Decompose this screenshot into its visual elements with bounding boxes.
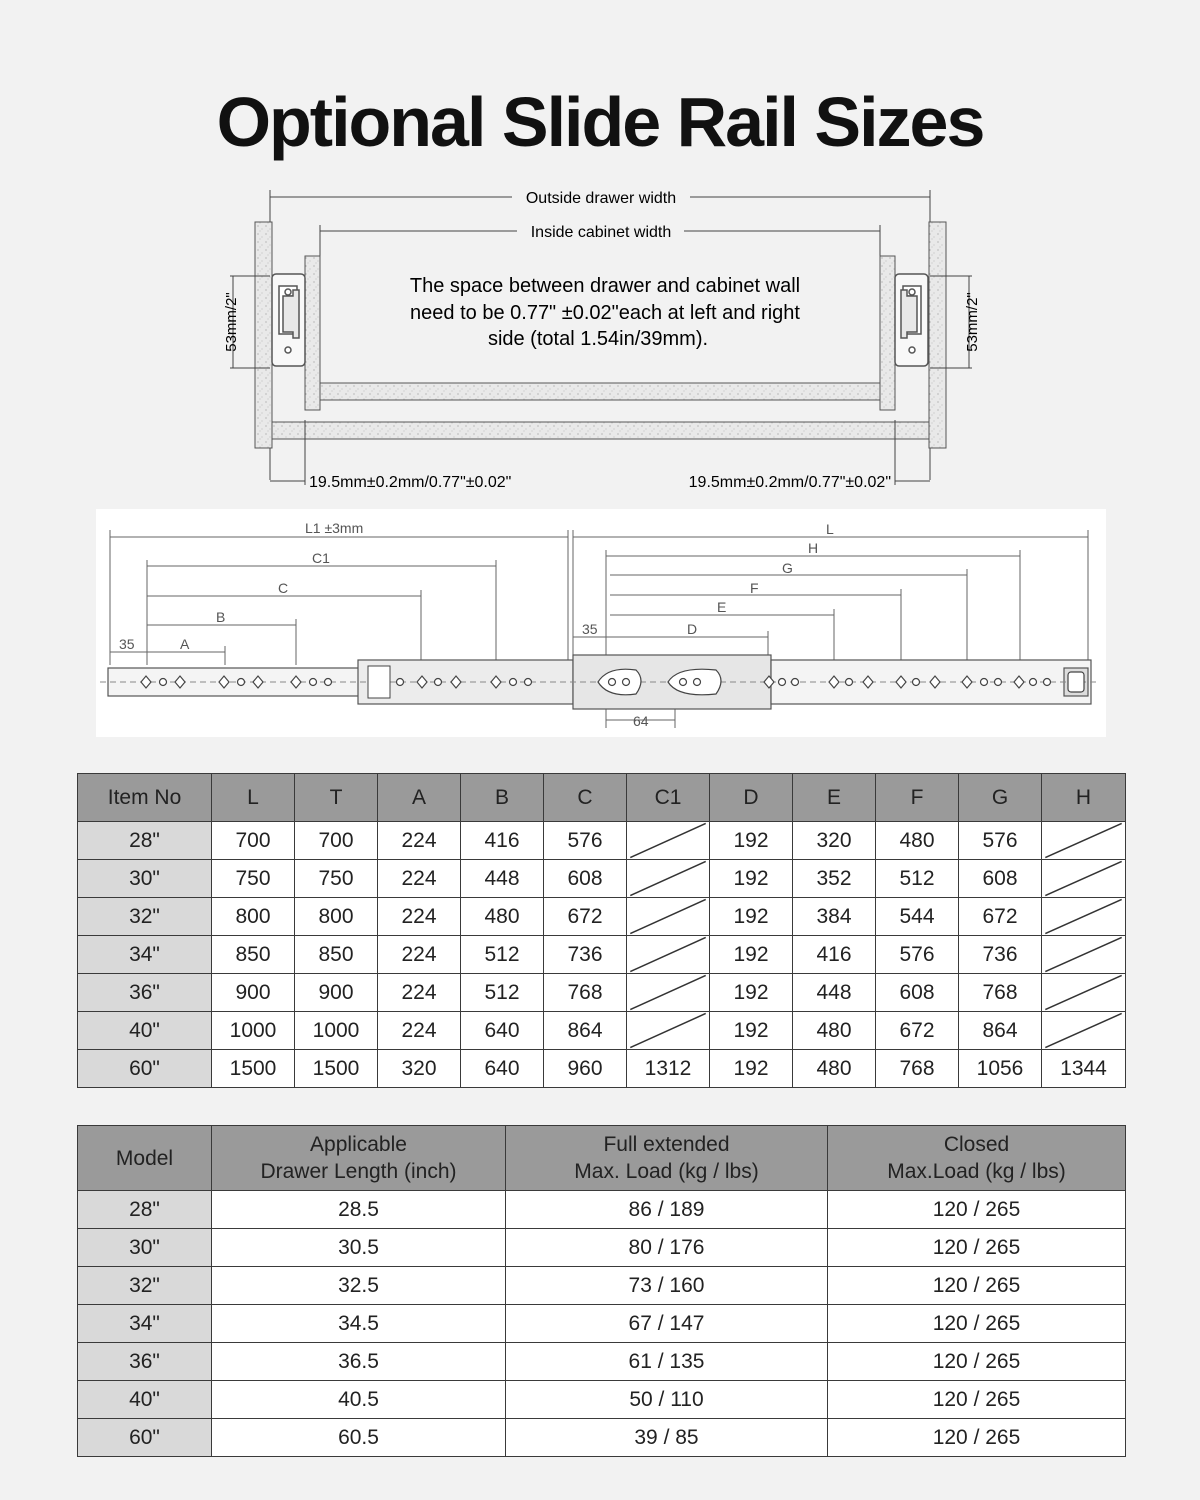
dim-label-D: D (687, 621, 698, 637)
diagonal-slash-icon (627, 860, 709, 897)
table-cell: 50 / 110 (506, 1381, 828, 1419)
diagonal-slash-icon (1042, 974, 1125, 1011)
table-cell: 750 (212, 860, 295, 898)
table-cell: 192 (710, 898, 793, 936)
row-model: 30" (78, 1229, 212, 1267)
load-capacity-table (77, 1125, 1126, 1457)
diagonal-slash-icon (627, 898, 709, 935)
table-cell: 28.5 (212, 1191, 506, 1229)
table-cell: 960 (544, 1050, 627, 1088)
table-cell: 512 (461, 974, 544, 1012)
table-cell: 480 (793, 1012, 876, 1050)
empty-cell (1042, 936, 1126, 974)
left-rail-profile (272, 274, 305, 366)
table-cell: 672 (544, 898, 627, 936)
header-full-extended-load: Full extended Max. Load (kg / lbs) (506, 1126, 828, 1191)
right-rail-profile (895, 274, 928, 366)
table-cell: 120 / 265 (828, 1191, 1126, 1229)
empty-cell (627, 936, 710, 974)
row-item-no: 32" (78, 898, 212, 936)
empty-cell (1042, 860, 1126, 898)
dim-label-L: L (826, 521, 834, 537)
table-cell: 192 (710, 860, 793, 898)
table-cell: 448 (793, 974, 876, 1012)
diagonal-slash-icon (627, 936, 709, 973)
slide-rail-dimension-diagram (0, 505, 1200, 740)
header-T: T (295, 774, 378, 822)
table-cell: 224 (378, 936, 461, 974)
header-B: B (461, 774, 544, 822)
table-cell: 608 (544, 860, 627, 898)
page-title: Optional Slide Rail Sizes (216, 83, 984, 161)
table-cell: 700 (295, 822, 378, 860)
dim-label-35-left: 35 (119, 636, 135, 652)
empty-cell (1042, 974, 1126, 1012)
table-cell: 640 (461, 1050, 544, 1088)
table-cell: 40.5 (212, 1381, 506, 1419)
header-item-no: Item No (78, 774, 212, 822)
dim-label-F: F (750, 580, 759, 596)
table-cell: 480 (876, 822, 959, 860)
table-cell: 700 (212, 822, 295, 860)
table-cell: 416 (793, 936, 876, 974)
diagonal-slash-icon (627, 974, 709, 1011)
table-cell: 448 (461, 860, 544, 898)
table-cell: 224 (378, 974, 461, 1012)
header-A: A (378, 774, 461, 822)
diagonal-slash-icon (1042, 936, 1125, 973)
dim-label-35-right: 35 (582, 621, 598, 637)
header-drawer-length: Applicable Drawer Length (inch) (212, 1126, 506, 1191)
table-cell: 1000 (212, 1012, 295, 1050)
table-cell: 800 (295, 898, 378, 936)
table-cell: 768 (959, 974, 1042, 1012)
table-row (78, 1381, 1126, 1419)
table-cell: 900 (212, 974, 295, 1012)
spacing-note-line-1: The space between drawer and cabinet wall (409, 275, 801, 297)
table-cell: 1000 (295, 1012, 378, 1050)
empty-cell (627, 860, 710, 898)
dim-label-B: B (216, 609, 226, 625)
header-closed-load: Closed Max.Load (kg / lbs) (828, 1126, 1126, 1191)
table-cell: 576 (876, 936, 959, 974)
row-model: 34" (78, 1305, 212, 1343)
empty-cell (1042, 1012, 1126, 1050)
header-D: D (710, 774, 793, 822)
diagonal-slash-icon (1042, 1012, 1125, 1049)
row-model: 40" (78, 1381, 212, 1419)
table-row (78, 860, 1126, 898)
table-cell: 576 (959, 822, 1042, 860)
table-cell: 1500 (212, 1050, 295, 1088)
table-row (78, 1419, 1126, 1457)
table-cell: 192 (710, 936, 793, 974)
table-cell: 512 (876, 860, 959, 898)
diagonal-slash-icon (1042, 822, 1125, 859)
empty-cell (627, 898, 710, 936)
gap-label-right: 19.5mm±0.2mm/0.77"±0.02" (688, 474, 891, 491)
height-label-right: 53mm/2" (964, 292, 981, 352)
header-G: G (959, 774, 1042, 822)
table-cell: 224 (378, 898, 461, 936)
table-cell: 1500 (295, 1050, 378, 1088)
table-cell: 576 (544, 822, 627, 860)
table-cell: 800 (212, 898, 295, 936)
table-cell: 34.5 (212, 1305, 506, 1343)
header-model: Model (78, 1126, 212, 1191)
table-cell: 384 (793, 898, 876, 936)
table-cell: 900 (295, 974, 378, 1012)
table-cell: 1344 (1042, 1050, 1126, 1088)
table-row (78, 1305, 1126, 1343)
table-cell: 36.5 (212, 1343, 506, 1381)
empty-cell (1042, 898, 1126, 936)
dim-label-A: A (180, 636, 190, 652)
outside-drawer-width-label: Outside drawer width (525, 190, 677, 207)
table-cell: 640 (461, 1012, 544, 1050)
table-cell: 544 (876, 898, 959, 936)
empty-cell (627, 822, 710, 860)
empty-cell (627, 1012, 710, 1050)
header-H: H (1042, 774, 1126, 822)
table-row (78, 1229, 1126, 1267)
table-cell: 120 / 265 (828, 1229, 1126, 1267)
row-item-no: 60" (78, 1050, 212, 1088)
table-cell: 850 (295, 936, 378, 974)
dim-label-G: G (782, 560, 793, 576)
table-cell: 736 (544, 936, 627, 974)
table-cell: 120 / 265 (828, 1305, 1126, 1343)
row-model: 28" (78, 1191, 212, 1229)
table-cell: 1312 (627, 1050, 710, 1088)
table-cell: 320 (793, 822, 876, 860)
table-cell: 512 (461, 936, 544, 974)
table-row (78, 1191, 1126, 1229)
dim-label-C: C (278, 580, 289, 596)
table-cell: 120 / 265 (828, 1343, 1126, 1381)
table-cell: 192 (710, 822, 793, 860)
table-cell: 480 (461, 898, 544, 936)
header-E: E (793, 774, 876, 822)
empty-cell (627, 974, 710, 1012)
table-cell: 32.5 (212, 1267, 506, 1305)
table-cell: 73 / 160 (506, 1267, 828, 1305)
row-item-no: 28" (78, 822, 212, 860)
table-row (78, 822, 1126, 860)
table-cell: 850 (212, 936, 295, 974)
row-model: 36" (78, 1343, 212, 1381)
table-row (78, 974, 1126, 1012)
table-cell: 192 (710, 1012, 793, 1050)
diagonal-slash-icon (627, 1012, 709, 1049)
dim-label-C1: C1 (312, 550, 330, 566)
table-row (78, 1012, 1126, 1050)
table-cell: 120 / 265 (828, 1419, 1126, 1457)
table-cell: 224 (378, 1012, 461, 1050)
height-label-left: 53mm/2" (223, 292, 240, 352)
row-item-no: 34" (78, 936, 212, 974)
rail-dimension-table (77, 773, 1126, 1088)
row-model: 60" (78, 1419, 212, 1457)
table-cell: 416 (461, 822, 544, 860)
table-cell: 39 / 85 (506, 1419, 828, 1457)
table-row (78, 1267, 1126, 1305)
table-cell: 192 (710, 974, 793, 1012)
table-cell: 120 / 265 (828, 1267, 1126, 1305)
table-cell: 750 (295, 860, 378, 898)
gap-label-left: 19.5mm±0.2mm/0.77"±0.02" (309, 474, 512, 491)
header-C1: C1 (627, 774, 710, 822)
table-cell: 672 (959, 898, 1042, 936)
drawer-cross-section-diagram (0, 180, 1200, 500)
table-cell: 768 (544, 974, 627, 1012)
diagonal-slash-icon (627, 822, 709, 859)
table-cell: 224 (378, 860, 461, 898)
dim-label-64: 64 (633, 713, 649, 729)
inside-cabinet-width-label: Inside cabinet width (530, 224, 672, 241)
table-cell: 352 (793, 860, 876, 898)
dim-label-E: E (717, 599, 727, 615)
table-row (78, 1343, 1126, 1381)
table-cell: 608 (959, 860, 1042, 898)
header-F: F (876, 774, 959, 822)
table-cell: 864 (544, 1012, 627, 1050)
table-row (78, 898, 1126, 936)
table-cell: 120 / 265 (828, 1381, 1126, 1419)
table-cell: 768 (876, 1050, 959, 1088)
table-cell: 192 (710, 1050, 793, 1088)
table-cell: 67 / 147 (506, 1305, 828, 1343)
table-cell: 672 (876, 1012, 959, 1050)
header-C: C (544, 774, 627, 822)
table-cell: 480 (793, 1050, 876, 1088)
table-cell: 736 (959, 936, 1042, 974)
diagonal-slash-icon (1042, 898, 1125, 935)
diagonal-slash-icon (1042, 860, 1125, 897)
spacing-note-line-2: need to be 0.77" ±0.02"each at left and right (410, 302, 800, 324)
empty-cell (1042, 822, 1126, 860)
spacing-note-line-3: side (total 1.54in/39mm). (487, 328, 709, 350)
table-row (78, 936, 1126, 974)
header-L: L (212, 774, 295, 822)
dim-label-H: H (808, 540, 819, 556)
table-cell: 224 (378, 822, 461, 860)
row-item-no: 40" (78, 1012, 212, 1050)
table-cell: 320 (378, 1050, 461, 1088)
row-model: 32" (78, 1267, 212, 1305)
table-cell: 61 / 135 (506, 1343, 828, 1381)
table-cell: 608 (876, 974, 959, 1012)
table-cell: 60.5 (212, 1419, 506, 1457)
dim-label-L1: L1 ±3mm (305, 520, 364, 536)
table-cell: 30.5 (212, 1229, 506, 1267)
row-item-no: 30" (78, 860, 212, 898)
table-cell: 86 / 189 (506, 1191, 828, 1229)
table-row (78, 1050, 1126, 1088)
row-item-no: 36" (78, 974, 212, 1012)
table-cell: 80 / 176 (506, 1229, 828, 1267)
table-cell: 1056 (959, 1050, 1042, 1088)
table-cell: 864 (959, 1012, 1042, 1050)
